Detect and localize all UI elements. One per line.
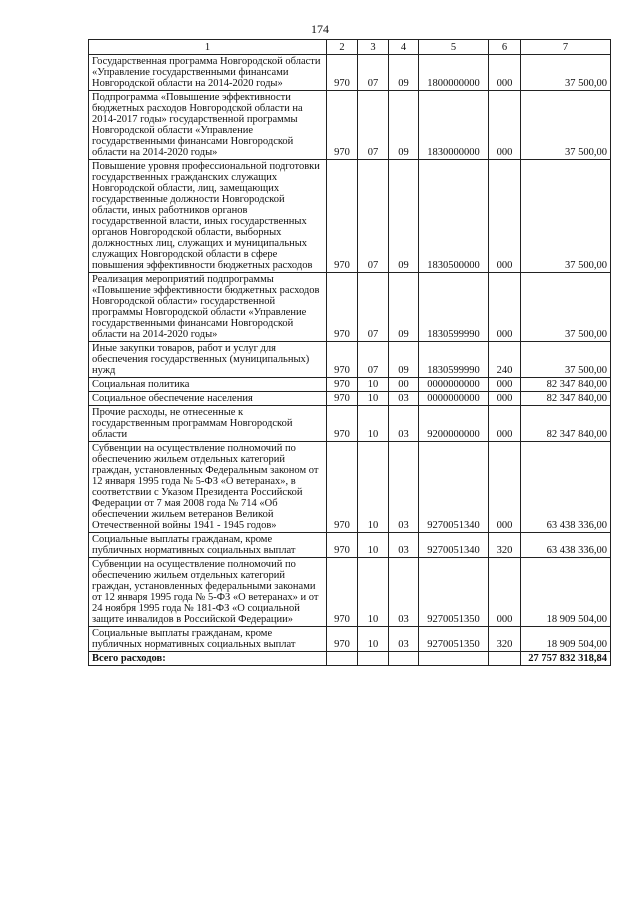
- row-code-3-cell: 10: [358, 627, 389, 652]
- table-row: [89, 392, 611, 406]
- row-code-3-cell: 10: [358, 378, 389, 392]
- row-sum-cell: 37 500,00: [521, 160, 611, 273]
- row-sum-cell: 18 909 504,00: [521, 558, 611, 627]
- row-code-5-cell: 0000000000: [419, 392, 489, 406]
- row-name-cell: Социальные выплаты гражданам, кроме публичных нормативных социальных выплат: [89, 533, 327, 558]
- row-code-3-cell: 10: [358, 442, 389, 533]
- column-header: 1: [89, 40, 327, 55]
- row-code-2-cell: 970: [327, 558, 358, 627]
- row-code-4-cell: 03: [389, 533, 419, 558]
- row-name-cell: Социальная политика: [89, 378, 327, 392]
- row-code-6-cell: 000: [489, 392, 521, 406]
- row-name-cell: Реализация мероприятий подпрограммы «Повышение эффективности бюджетных расходов Новгородской области» государственной программы Новгородской области «Управление государственными финансами Новгородской области на 2014-2020 годы»: [89, 273, 327, 342]
- row-name-cell: Государственная программа Новгородской области «Управление государственными финансами Новгородской области на 2014-2020 годы»: [89, 55, 327, 91]
- row-sum-cell: 37 500,00: [521, 91, 611, 160]
- row-name-cell: Субвенции на осуществление полномочий по обеспечению жильем отдельных категорий граждан, установленных Федеральным законом от 12 января 1995 года № 5-ФЗ «О ветеранах», в соответствии с Указом Президента Российской Федерации от 7 мая 2008 года № 714 «Об обеспечении жильем ветеранов Великой Отечественной войны 1941 - 1945 годов»: [89, 442, 327, 533]
- row-code-4-cell: 03: [389, 558, 419, 627]
- row-sum-cell: 18 909 504,00: [521, 627, 611, 652]
- table-header-row: [89, 40, 611, 55]
- table-row: [89, 442, 611, 533]
- row-sum-cell: 63 438 336,00: [521, 533, 611, 558]
- row-code-5-cell: 9270051350: [419, 627, 489, 652]
- row-code-6-cell: 000: [489, 91, 521, 160]
- row-code-3-cell: 10: [358, 533, 389, 558]
- row-name-cell: Социальные выплаты гражданам, кроме публичных нормативных социальных выплат: [89, 627, 327, 652]
- row-code-3-cell: 10: [358, 558, 389, 627]
- row-code-3-cell: 07: [358, 55, 389, 91]
- row-code-6-cell: 000: [489, 442, 521, 533]
- row-sum-cell: 82 347 840,00: [521, 378, 611, 392]
- row-name-cell: Социальное обеспечение населения: [89, 392, 327, 406]
- row-code-4-cell: 09: [389, 273, 419, 342]
- column-header: 3: [358, 40, 389, 55]
- row-code-2-cell: 970: [327, 406, 358, 442]
- row-code-5-cell: 1830599990: [419, 273, 489, 342]
- total-empty-cell: [358, 652, 389, 666]
- total-sum: 27 757 832 318,84: [521, 652, 611, 666]
- row-code-6-cell: 000: [489, 55, 521, 91]
- row-sum-cell: 63 438 336,00: [521, 442, 611, 533]
- total-empty-cell: [419, 652, 489, 666]
- row-code-6-cell: 000: [489, 378, 521, 392]
- row-code-5-cell: 1800000000: [419, 55, 489, 91]
- table-row: [89, 91, 611, 160]
- row-code-3-cell: 10: [358, 392, 389, 406]
- total-row: [89, 652, 611, 666]
- row-code-3-cell: 07: [358, 91, 389, 160]
- table-row: [89, 627, 611, 652]
- row-code-5-cell: 0000000000: [419, 378, 489, 392]
- row-code-6-cell: 320: [489, 627, 521, 652]
- table-row: [89, 342, 611, 378]
- row-code-2-cell: 970: [327, 55, 358, 91]
- row-code-4-cell: 09: [389, 91, 419, 160]
- row-code-6-cell: 320: [489, 533, 521, 558]
- row-code-2-cell: 970: [327, 392, 358, 406]
- row-sum-cell: 37 500,00: [521, 342, 611, 378]
- row-code-5-cell: 1830000000: [419, 91, 489, 160]
- row-code-2-cell: 970: [327, 342, 358, 378]
- row-code-2-cell: 970: [327, 533, 358, 558]
- row-code-6-cell: 000: [489, 406, 521, 442]
- column-header: 4: [389, 40, 419, 55]
- row-name-cell: Прочие расходы, не отнесенные к государственным программам Новгородской области: [89, 406, 327, 442]
- table-row: [89, 273, 611, 342]
- total-empty-cell: [327, 652, 358, 666]
- total-label: Всего расходов:: [89, 652, 327, 666]
- row-code-2-cell: 970: [327, 442, 358, 533]
- table-row: [89, 55, 611, 91]
- table-row: [89, 558, 611, 627]
- row-code-5-cell: 9270051340: [419, 442, 489, 533]
- row-code-5-cell: 1830500000: [419, 160, 489, 273]
- row-name-cell: Иные закупки товаров, работ и услуг для обеспечения государственных (муниципальных) нужд: [89, 342, 327, 378]
- total-empty-cell: [389, 652, 419, 666]
- row-code-4-cell: 09: [389, 160, 419, 273]
- row-code-2-cell: 970: [327, 627, 358, 652]
- expenditure-table: [88, 39, 611, 666]
- row-code-2-cell: 970: [327, 91, 358, 160]
- row-name-cell: Повышение уровня профессиональной подготовки государственных гражданских служащих Новгородской области, лиц, замещающих государственные должности Новгородской области, иных работников органов государственной власти, иных государственных органов Новгородской области, выборных должностных лиц, служащих и муниципальных служащих Новгородской области в сфере повышения эффективности бюджетных расходов: [89, 160, 327, 273]
- table-row: [89, 533, 611, 558]
- row-name-cell: Подпрограмма «Повышение эффективности бюджетных расходов Новгородской области на 2014-2017 годы» государственной программы Новгородской области «Управление государственными финансами Новгородской области на 2014-2020 годы»: [89, 91, 327, 160]
- total-empty-cell: [489, 652, 521, 666]
- column-header: 7: [521, 40, 611, 55]
- column-header: 6: [489, 40, 521, 55]
- row-code-4-cell: 03: [389, 627, 419, 652]
- row-code-2-cell: 970: [327, 160, 358, 273]
- row-sum-cell: 82 347 840,00: [521, 392, 611, 406]
- table-row: [89, 160, 611, 273]
- column-header: 2: [327, 40, 358, 55]
- row-code-4-cell: 03: [389, 392, 419, 406]
- table-row: [89, 378, 611, 392]
- row-code-4-cell: 00: [389, 378, 419, 392]
- row-code-6-cell: 240: [489, 342, 521, 378]
- page-number: 174: [311, 22, 329, 36]
- row-code-4-cell: 09: [389, 55, 419, 91]
- row-code-2-cell: 970: [327, 273, 358, 342]
- row-code-3-cell: 07: [358, 273, 389, 342]
- row-code-3-cell: 07: [358, 160, 389, 273]
- row-code-5-cell: 9200000000: [419, 406, 489, 442]
- row-sum-cell: 82 347 840,00: [521, 406, 611, 442]
- column-header: 5: [419, 40, 489, 55]
- row-code-3-cell: 10: [358, 406, 389, 442]
- row-code-6-cell: 000: [489, 273, 521, 342]
- row-sum-cell: 37 500,00: [521, 273, 611, 342]
- row-code-5-cell: 9270051350: [419, 558, 489, 627]
- row-sum-cell: 37 500,00: [521, 55, 611, 91]
- row-code-4-cell: 09: [389, 342, 419, 378]
- row-code-6-cell: 000: [489, 160, 521, 273]
- row-code-4-cell: 03: [389, 442, 419, 533]
- row-code-3-cell: 07: [358, 342, 389, 378]
- row-code-2-cell: 970: [327, 378, 358, 392]
- row-name-cell: Субвенции на осуществление полномочий по обеспечению жильем отдельных категорий граждан, установленных федеральными законами от 12 января 1995 года № 5-ФЗ «О ветеранах» и от 24 ноября 1995 года № 181-ФЗ «О социальной защите инвалидов в Российской Федерации»: [89, 558, 327, 627]
- table-row: [89, 406, 611, 442]
- row-code-6-cell: 000: [489, 558, 521, 627]
- row-code-5-cell: 9270051340: [419, 533, 489, 558]
- row-code-5-cell: 1830599990: [419, 342, 489, 378]
- row-code-4-cell: 03: [389, 406, 419, 442]
